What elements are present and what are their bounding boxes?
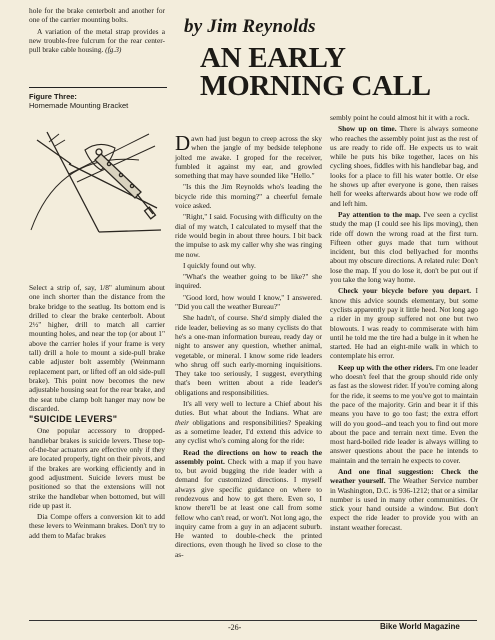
paragraph: Select a strip of, say, 1/8" aluminum about one inch shorter than the distance from the brake bridge to the seatlug. Its bottom end is drilled to clear the brake centerbolt. About 2½" higher, drill to match all carrier mounting holes, and near the top (or about 1" above the carrier holes if your frame is very tall) drill a hole to mount a side-pull brake cable adjuster bolt assembly (Weinmann replacement part, or lifted off an old side-pull brake). This point now becomes the new adjustable housing seat for the rear brake, and the seat tube clamp bolt hanger may now be discarded.	[29, 283, 165, 413]
title-line: MORNING CALL	[200, 70, 431, 102]
paragraph-text: A variation of the metal strap provides a new trouble-free fulcrum for the rear center-pull brake cable housing.	[29, 26, 165, 55]
paragraph	[175, 131, 322, 181]
paragraph: "Is this the Jim Reynolds who's leading the bicycle ride this morning?" a cheerful female voice asked.	[175, 182, 322, 211]
page-number: -26-	[228, 623, 242, 632]
left-column	[29, 6, 165, 56]
figure-label: Figure Three:	[29, 92, 77, 101]
paragraph	[29, 27, 165, 55]
paragraph	[330, 363, 478, 465]
lead-in: Show up on time.	[338, 124, 397, 134]
figure-reference: (fg.3)	[105, 45, 122, 55]
paragraph-text: obligations and responsibilities? Speaking as a sometime leader, I'd extend this advice to any cyclist who's coming along for the ride:	[175, 417, 322, 446]
title-line: AN EARLY	[200, 42, 346, 74]
paragraph: She hadn't, of course. She'd simply dialed the ride leader, believing as so many cyclists do that he's a one-man information bureau, ready day or night to answer any question, whether animal, vegetable, or mineral. I know some ride leaders who shrug off such early-morning inquisitions. They take too seriously, I suggest, everything that's been written about a ride leader's obligations and responsibilities.	[175, 313, 322, 397]
middle-column	[175, 131, 322, 561]
paragraph-text: I know this advice sounds elementary, but some cyclists apparently pay it little heed. Not long ago a rider in my group suffered not one but two blowouts. I was ready to commiserate with him until he told me the tire had a bulge in it when he started. He had an eight-mile walk in which to contemplate his error.	[330, 286, 478, 361]
section-heading: "SUICIDE LEVERS"	[29, 414, 118, 425]
figure-caption	[29, 92, 167, 110]
paragraph-text: There is always someone who reaches the assembly point just as the rest of us are ready to ride off. He expects us to wait while he puts his bike together, laces on his cycling shoes, fiddles with his handlebar bag, and looks for a place to fill his water bottle. Or else he shows up after everyone is gone, then raises hell for weeks afterwards about how we rode off and left him.	[330, 124, 478, 208]
paragraph: One popular accessory to dropped-handlebar brakes is suicide levers. These top-of-the-bar actuators are effective only if they are located properly, tight on their pivots, and if the brakes are working efficiently and in good adjustment. Suicide levers must be positioned so that the extensions will not strike the handlebar when bottomed, but will ride up past it.	[29, 426, 165, 510]
article-title	[200, 44, 485, 100]
lead-in: Keep up with the other riders.	[338, 362, 434, 372]
footer-rule	[29, 620, 477, 621]
paragraph	[330, 124, 478, 208]
paragraph-text: It's all very well to lecture a Chief about his duties. But what about the Indians. What are	[175, 399, 322, 418]
paragraph: Dia Compe offers a conversion kit to add these levers to Weinmann brakes. Don't try to add them to Mafac brakes	[29, 512, 165, 540]
paragraph: "Good lord, how would I know," I answered. "Did you call the weather Bureau?"	[175, 292, 322, 312]
bracket-illustration	[29, 112, 167, 270]
paragraph-text: The Weather Service number in Washington, D.C. is 936-1212; that or a similar number is used in many other communities. Or stick your hand outside a window. But don't expect the ride leader to provide you with an instant weather forecast.	[330, 476, 478, 532]
paragraph	[330, 467, 478, 532]
lead-in: Read the directions on how to reach the assembly point.	[175, 447, 322, 466]
paragraph-text: I've seen a cyclist study the map (I could see his lips moving), then ride off down the wrong road at the first turn. Fifteen other guys made that turn without incident, but this clod bellyached for months about my obscure directions. A related rule: Don't lose the map. If you do lose it, don't be put out if you take the long way home.	[330, 209, 478, 285]
drop-cap: D	[175, 131, 191, 155]
lead-in: Pay attention to the map.	[338, 209, 421, 219]
paragraph	[175, 399, 322, 445]
paragraph: I quickly found out why.	[183, 260, 256, 270]
paragraph	[330, 286, 478, 360]
paragraph: hole for the brake centerbolt and another for one of the carrier mounting bolts.	[29, 6, 165, 25]
byline: by Jim Reynolds	[184, 16, 316, 37]
lead-in: Check your bicycle before you depart.	[338, 286, 472, 296]
figure-title: Homemade Mounting Bracket	[29, 101, 129, 110]
paragraph	[175, 448, 322, 560]
paragraph	[330, 210, 478, 284]
emphasis: their	[175, 417, 189, 427]
paragraph-text: awn had just begun to creep across the sky when the jangle of my bedside telephone jolted me awake. I groped for the receiver, fumbled it against my ear, and growled something that may have sounded like "Hello."	[175, 134, 322, 181]
magazine-name: Bike World Magazine	[380, 622, 460, 631]
paragraph: "What's the weather going to be like?" she inquired.	[175, 272, 322, 291]
paragraph-text: I'm one leader who doesn't feel that the group should ride only as fast as the slowest rider. If you're coming along for the ride, it seems to me you've got to maintain the pace of the majority. Grin and bear it if this means you have to go too fast; the extra effort will do you good--and teach you to find out more about the pace and terrain next time. Even the most hard-boiled ride leader is always willing to answer questions about the pace he intends to maintain and the terrain he expects to cover.	[330, 362, 478, 465]
paragraph-text: Check with a map if you have to, but avoid bugging the ride leader with a demand for customized directions. I myself always give specific guidance on where to rendezvous and how to get there. Even so, I know there'll be at least one call from some fellow who can't read, or won't. Not long ago, the inquiry came from a guy in an adjacent suburb. He wanted to double-check the printed directions, even though he lived so close to the as-	[175, 456, 322, 559]
paragraph: "Right," I said. Focusing with difficulty on the dial of my watch, I calculated to myself that the ride would begin in about three hours. I bit back the impulse to ask my caller why she was ringing me now.	[175, 212, 322, 259]
figure-rule	[29, 87, 167, 88]
left-column-lower	[29, 283, 165, 542]
paragraph: sembly point he could almost hit it with a rock.	[330, 113, 470, 122]
right-column	[330, 113, 478, 534]
lead-in: And one final suggestion: Check the weather yourself.	[330, 466, 478, 486]
